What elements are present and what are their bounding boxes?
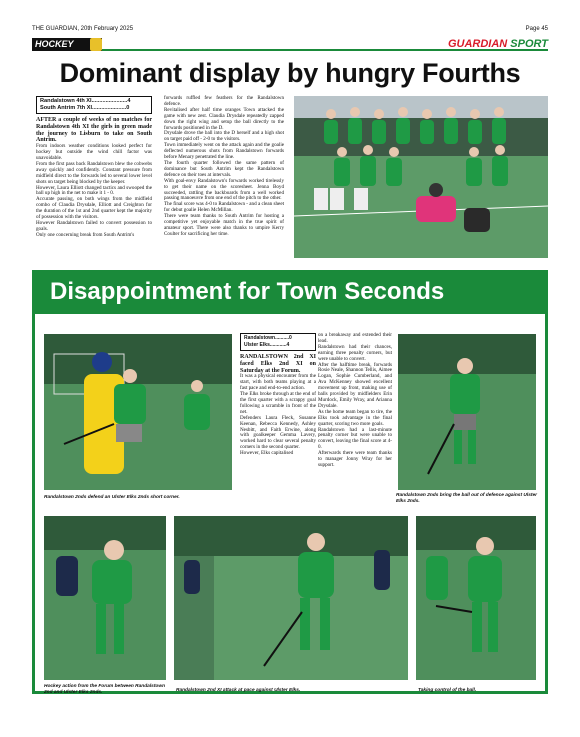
body-paragraph: As the home team began to tire, the Elks took advantage in the final quarter, scoring two more goals. — [318, 408, 392, 427]
story1-col2 — [164, 96, 284, 238]
body-paragraph: on a breakaway and extended their lead. — [318, 332, 392, 344]
caption: Randalstown 2nds defend an Ulster Elks 2nds short corner. — [44, 495, 180, 500]
body-paragraph: However, Laura Elliott changed tactics and swooped the ball up high in the net to make it 1 - 0. — [36, 184, 152, 197]
hockey-stick-icon — [90, 38, 102, 51]
photo-forum-action — [44, 516, 166, 680]
photo-attack-at-pace — [174, 516, 408, 680]
page-number: Page 45 — [525, 26, 548, 32]
brand-logo: GUARDIAN SPORT — [447, 38, 548, 50]
body-paragraph: It was a physical encounter from the start, with both teams playing at a fast pace and end-to-end action. — [240, 373, 316, 392]
lead-paragraph: AFTER a couple of weeks of no matches for Randalstown 4th XI the girls in green made the journey to Lisburn to take on South Antrim. — [36, 117, 152, 144]
body-paragraph: Town immediately went on the attack again and the goalie deflected numerous shots from Randalstown forwards before Menary penetrated the line. — [164, 142, 284, 161]
body-paragraph: There were team thanks to South Antrim for hosting a competitive yet enjoyable match in the true spirit of amateur sport. There were also thanks to umpire Kerry Coulter for sacrificing her time. — [164, 213, 284, 237]
scorebox-fourths — [36, 96, 152, 114]
body-paragraph: After the halftime break, forwards Rosie Neale, Shannon Tellis, Aimee Logan, Sophie Cumberland, and Ava McKenney showed excellent movement up front, making use of balls provided by midfielders Erin Murdock, Emily Wray, and Arianna Drysdale. — [318, 361, 392, 409]
caption: Taking control of the ball. — [418, 688, 477, 693]
body-paragraph: With goal-envy Randalstown's forwards worked tirelessly to get their name on the scoresheet. Jenna Boyd succeeded, rattling the backboards from a well worked passing manoeuvre from one end of the pitch to the other. — [164, 177, 284, 202]
story2-col2 — [318, 333, 392, 469]
body-paragraph: Drysdale drove the ball into the D herself and a high shot on target paid off - 2-0 to the visitors. — [164, 130, 284, 143]
paper-date: THE GUARDIAN, 20th February 2025 — [32, 26, 134, 32]
score-line-away: Ulster Elks............4 — [244, 342, 290, 348]
story2-col1 — [240, 333, 316, 457]
body-paragraph: Afterwards there were team thanks to manager Jonny Wray for her support. — [318, 450, 392, 468]
score-line-away: South Antrim 7th XI......................0 — [40, 105, 130, 111]
score-line-home: Randalstown..........0 — [244, 335, 292, 341]
caption: Hockey action from the Forum between Randalstown 2nd and Ulster Elks 2nds. — [44, 684, 166, 695]
scorebox-seconds — [240, 333, 316, 351]
photo-short-corner — [44, 334, 232, 490]
headline-seconds: Disappointment for Town Seconds — [50, 278, 445, 305]
body-paragraph: From indoors weather conditions looked perfect for hockey but outside the wind chill factor was unavoidable. — [36, 143, 152, 161]
photo-bring-ball-out — [398, 334, 536, 490]
body-paragraph: Revitalised after half time oranges Town attacked the game with new zest. Claudia Drysdale repeatedly zapped down the right wing and setup the ball directly to the forwards positioned in the D. — [164, 106, 284, 131]
section-label: HOCKEY — [32, 38, 102, 51]
score-line-home: Randalstown 4th XI.......................4 — [40, 98, 131, 104]
photo-control-ball — [416, 516, 536, 680]
body-paragraph: forwards ruffled few feathers for the Randalstown defence. — [164, 95, 284, 107]
body-paragraph: However Randalstown failed to convert possession to goals. — [36, 219, 152, 232]
body-paragraph: The final score was 4-0 to Randalstown - and a clean sheet for debut goalie Helen McMillan. — [164, 201, 284, 214]
body-paragraph: However, Elks capitalised — [240, 450, 294, 457]
body-paragraph: The Elks broke through at the end of the first quarter with a scrappy goal following a scramble in front of the net. — [240, 391, 316, 415]
caption: Randalstown 2nd XI attack at pace against Ulster Elks. — [176, 688, 301, 693]
headline-fourths: Dominant display by hungry Fourths — [59, 58, 521, 88]
body-paragraph: Only one concerning break from South Antrim's — [36, 231, 135, 238]
body-paragraph: Accurate passing, on both wings from the midfield combo of Claudia Drysdale, Elliott and Creighton for the duration of the 1st and 2nd quarter kept the majority of possession with the visitors. — [36, 196, 152, 221]
body-paragraph: Randalstown had their chances, earning three penalty corners, but were unable to convert. — [318, 343, 392, 362]
body-paragraph: From the first pass back Randalstown blew the cobwebs away quickly and confidently. Constant pressure from midfield direct to the forwards led to several lower level shots on target being blocked by the keeper. — [36, 160, 152, 185]
lead-paragraph: RANDALSTOWN 2nd XI faced Elks 2nd XI on Saturday at the Forum. — [240, 354, 316, 374]
body-paragraph: The fourth quarter followed the same pattern of dominance but South Antrim kept the Randalstown defence on their toes at intervals. — [164, 159, 284, 178]
story1-col1 — [36, 96, 152, 239]
body-paragraph: Randalstown had a last-minute penalty corner but were unable to convert, leaving the final score at 4-0. — [318, 426, 392, 451]
caption: Randalstown 2nds bring the ball out of defence against Ulster Elks 2nds. — [396, 493, 537, 504]
body-paragraph: Defenders Laura Fleck, Susanne Keenan, Rebecca Kennedy, Ashley Nesbitt, and Faith Erwine, along with goalkeeper Gemma Lavery, worked hard to clear several penalty corners in the second quarter. — [240, 414, 316, 451]
team-photo-fourths — [294, 96, 548, 258]
